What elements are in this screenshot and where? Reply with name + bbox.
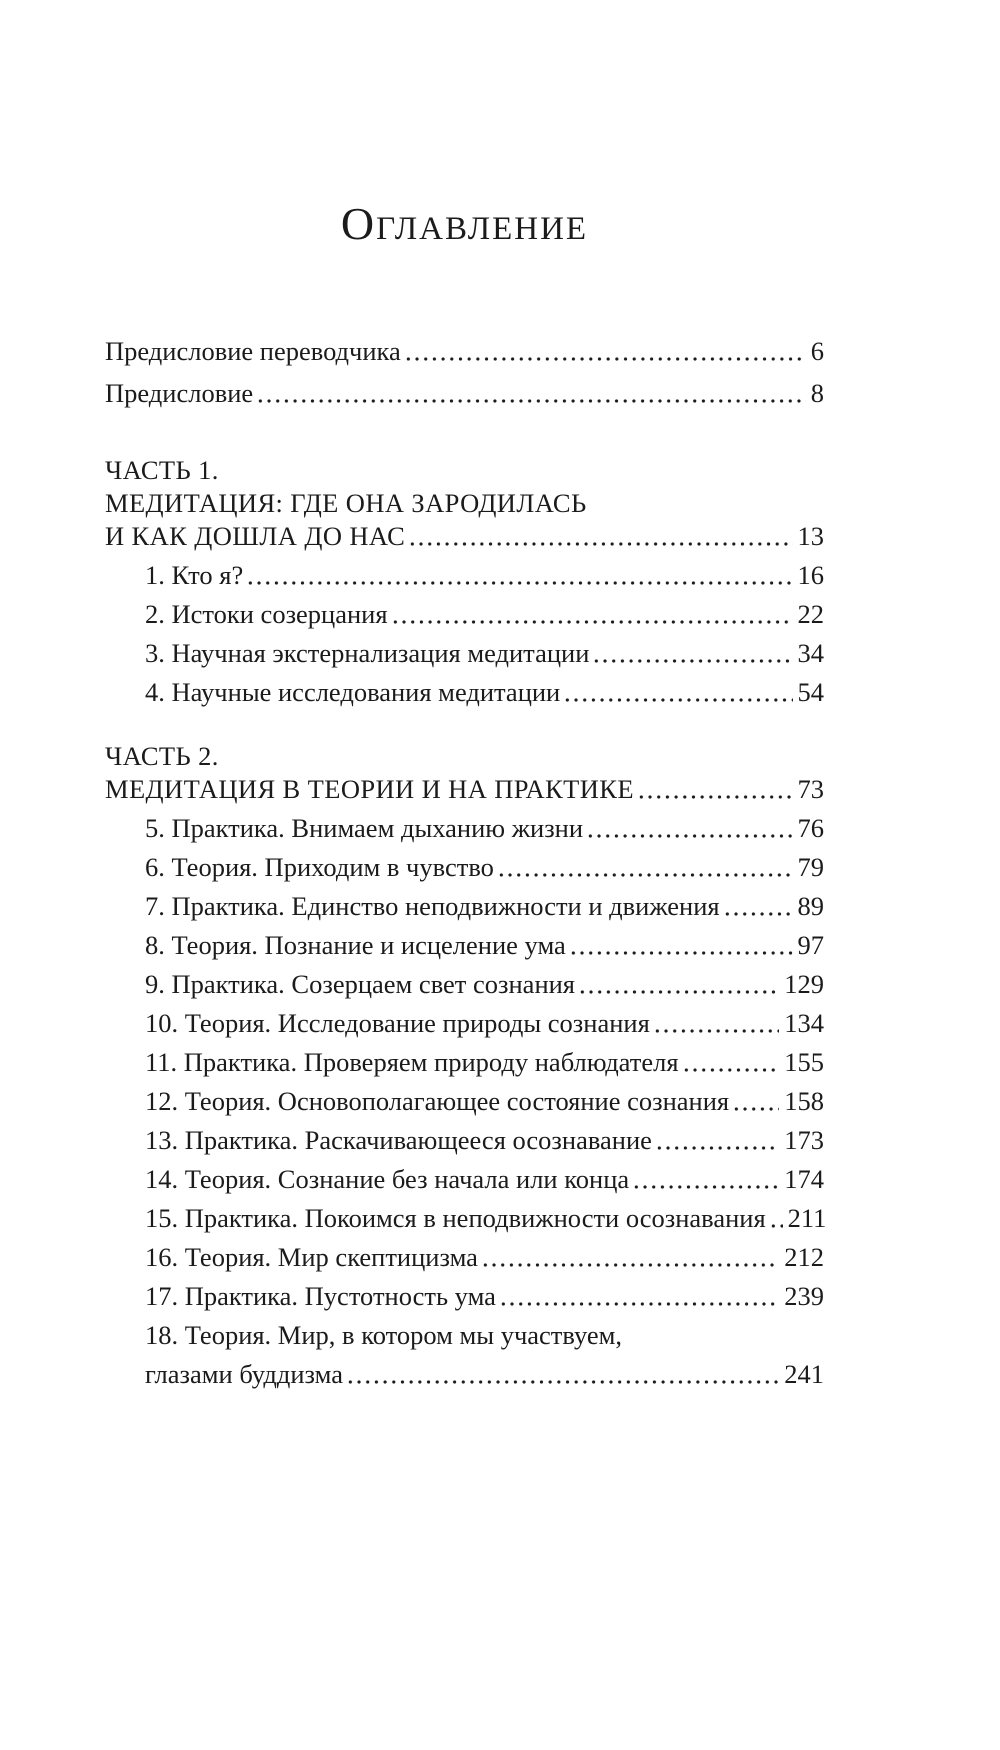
toc-part-2: [105, 740, 827, 1391]
dot-leader: [408, 520, 792, 553]
dot-leader: [769, 1202, 783, 1235]
toc-entry: [105, 1046, 824, 1079]
dot-leader: [256, 377, 806, 410]
dot-leader: [592, 637, 792, 670]
toc-entry-label: 11. Практика. Проверяем природу наблюдателя: [145, 1047, 679, 1077]
toc-entry-label: 14. Теория. Сознание без начала или конца: [145, 1164, 630, 1194]
toc-entry-label: Предисловие: [105, 378, 254, 408]
toc-entry-label: 1. Кто я?: [145, 560, 244, 590]
toc-entry-page: 239: [784, 1281, 824, 1311]
toc-entry: [105, 1007, 824, 1040]
dot-leader: [732, 1085, 779, 1118]
dot-leader: [246, 559, 792, 592]
title-initial: О: [340, 198, 377, 249]
toc-entry-page: 241: [784, 1359, 824, 1389]
toc-entry-page: 211: [787, 1203, 827, 1233]
toc-entry: [105, 968, 824, 1001]
dot-leader: [346, 1358, 779, 1391]
page-title: [105, 198, 824, 261]
toc-part-1: [105, 454, 824, 709]
part-heading-page: 73: [797, 774, 824, 804]
toc-entry: [105, 335, 824, 368]
toc-entry-label: 13. Практика. Раскачивающееся осознавание: [145, 1125, 652, 1155]
toc-entry-label: 2. Истоки созерцания: [145, 599, 388, 629]
toc-entry-page: 76: [797, 813, 824, 843]
toc-entry-page: 22: [797, 599, 824, 629]
toc-entry-label: 4. Научные исследования медитации: [145, 677, 561, 707]
toc-front-matter: [105, 335, 824, 410]
toc-page: [0, 198, 1000, 1750]
part-heading-entry: [105, 773, 824, 806]
toc-entry-page: 79: [797, 852, 824, 882]
dot-leader: [404, 335, 806, 368]
part-heading-line: ЧАСТЬ 2.: [105, 741, 219, 771]
toc-entry-label: 7. Практика. Единство неподвижности и движения: [145, 891, 720, 921]
toc-entry: [105, 851, 824, 884]
toc-entry: [105, 1280, 824, 1313]
toc-entry: [105, 559, 824, 592]
toc-entry-label: 17. Практика. Пустотность ума: [145, 1281, 496, 1311]
part-heading-page: 13: [797, 521, 824, 551]
toc-entry-label: 8. Теория. Познание и исцеление ума: [145, 930, 566, 960]
dot-leader: [637, 773, 793, 806]
toc-entry: [105, 377, 824, 410]
toc-entry-page: 34: [797, 638, 824, 668]
toc-entry-page: 97: [797, 930, 824, 960]
toc-entry-label: 10. Теория. Исследование природы сознания: [145, 1008, 650, 1038]
dot-leader: [578, 968, 779, 1001]
toc-entry-label: 16. Теория. Мир скептицизма: [145, 1242, 478, 1272]
dot-leader: [723, 890, 793, 923]
toc-entry-line1: 18. Теория. Мир, в котором мы участвуем,: [145, 1320, 623, 1350]
toc-entry-page: 212: [784, 1242, 824, 1272]
toc-entry-page: 174: [784, 1164, 824, 1194]
dot-leader: [391, 598, 793, 631]
toc-entry: [105, 1358, 824, 1391]
toc-entry: [105, 1124, 824, 1157]
toc-entry: [105, 929, 824, 962]
part-heading-label: МЕДИТАЦИЯ В ТЕОРИИ И НА ПРАКТИКЕ: [105, 774, 634, 804]
part-2-chapters: [105, 812, 827, 1391]
toc-entry-label: 3. Научная экстернализация медитации: [145, 638, 590, 668]
toc-entry-page: 173: [784, 1125, 824, 1155]
toc-entry-page: 16: [797, 560, 824, 590]
toc-entry: [105, 637, 824, 670]
part-heading-line: ЧАСТЬ 1.: [105, 455, 219, 485]
toc-entry-page: 155: [784, 1047, 824, 1077]
toc-entry-page: 54: [797, 677, 824, 707]
toc-entry: [105, 598, 824, 631]
dot-leader: [655, 1124, 779, 1157]
title-rest: ГЛАВЛЕНИЕ: [376, 211, 589, 247]
toc-entry-label: Предисловие переводчика: [105, 336, 401, 366]
toc-entry: [105, 1163, 824, 1196]
dot-leader: [586, 812, 792, 845]
toc-entry: [105, 1241, 824, 1274]
part-heading-entry: [105, 520, 824, 553]
dot-leader: [569, 929, 793, 962]
toc-entry-label: 5. Практика. Внимаем дыханию жизни: [145, 813, 584, 843]
dot-leader: [497, 851, 793, 884]
dot-leader: [563, 676, 792, 709]
toc-entry-label: 9. Практика. Созерцаем свет сознания: [145, 969, 575, 999]
toc-entry-label: 6. Теория. Приходим в чувство: [145, 852, 494, 882]
toc-entry-page: 158: [784, 1086, 824, 1116]
toc-entry: [105, 1202, 827, 1235]
dot-leader: [653, 1007, 779, 1040]
dot-leader: [632, 1163, 779, 1196]
dot-leader: [481, 1241, 779, 1274]
dot-leader: [499, 1280, 779, 1313]
toc-entry-label: 15. Практика. Покоимся в неподвижности осознавания: [145, 1203, 766, 1233]
toc-entry-page: 129: [784, 969, 824, 999]
toc-entry: [105, 890, 824, 923]
toc-entry: [105, 812, 824, 845]
toc-entry-page: 6: [810, 336, 824, 366]
part-1-chapters: [105, 559, 824, 709]
toc-entry-page: 134: [784, 1008, 824, 1038]
toc-entry: [105, 676, 824, 709]
part-heading-line: МЕДИТАЦИЯ: ГДЕ ОНА ЗАРОДИЛАСЬ: [105, 488, 587, 518]
dot-leader: [682, 1046, 780, 1079]
toc-entry-page: 8: [810, 378, 824, 408]
part-heading-label: И КАК ДОШЛА ДО НАС: [105, 521, 406, 551]
toc-entry-label-line2: глазами буддизма: [145, 1359, 343, 1389]
toc-entry-label: 12. Теория. Основополагающее состояние сознания: [145, 1086, 730, 1116]
toc-entry-page: 89: [797, 891, 824, 921]
toc-entry: [105, 1085, 824, 1118]
